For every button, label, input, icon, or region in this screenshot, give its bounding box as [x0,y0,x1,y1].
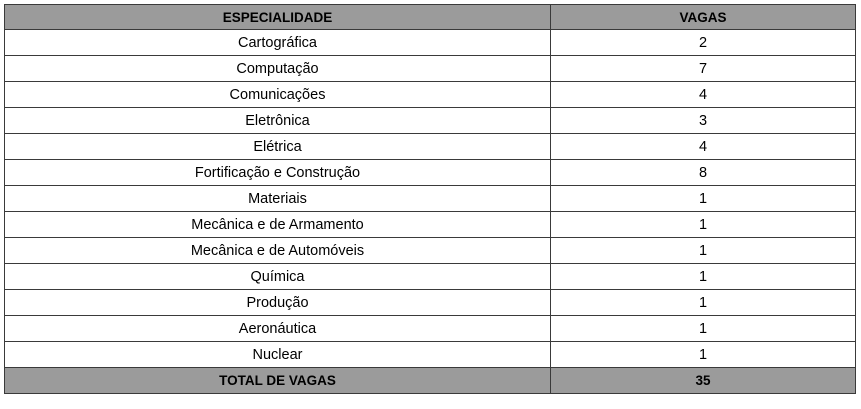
table-row [5,316,856,342]
table-row [5,108,856,134]
cell-especialidade: Cartográfica [5,30,551,56]
cell-especialidade: Eletrônica [5,108,551,134]
vagas-table-container [4,4,855,394]
header-especialidade: ESPECIALIDADE [5,5,551,30]
cell-especialidade: Fortificação e Construção [5,160,551,186]
header-row [5,5,856,30]
cell-vagas: 1 [551,212,856,238]
cell-vagas: 2 [551,30,856,56]
table-row [5,30,856,56]
cell-vagas: 3 [551,108,856,134]
cell-vagas: 4 [551,134,856,160]
table-row [5,160,856,186]
table-row [5,238,856,264]
total-label: TOTAL DE VAGAS [5,368,551,394]
cell-especialidade: Materiais [5,186,551,212]
table-row [5,264,856,290]
cell-vagas: 1 [551,264,856,290]
table-row [5,212,856,238]
cell-especialidade: Nuclear [5,342,551,368]
table-footer [5,368,856,394]
cell-especialidade: Elétrica [5,134,551,160]
total-value: 35 [551,368,856,394]
header-vagas: VAGAS [551,5,856,30]
cell-especialidade: Mecânica e de Armamento [5,212,551,238]
cell-vagas: 1 [551,342,856,368]
table-row [5,134,856,160]
cell-vagas: 7 [551,56,856,82]
cell-vagas: 1 [551,186,856,212]
cell-especialidade: Produção [5,290,551,316]
vagas-table [4,4,856,394]
cell-especialidade: Química [5,264,551,290]
total-row [5,368,856,394]
cell-vagas: 1 [551,238,856,264]
cell-especialidade: Mecânica e de Automóveis [5,238,551,264]
table-header [5,5,856,30]
cell-vagas: 1 [551,316,856,342]
cell-vagas: 1 [551,290,856,316]
cell-vagas: 8 [551,160,856,186]
table-row [5,186,856,212]
cell-especialidade: Computação [5,56,551,82]
table-body [5,30,856,368]
table-row [5,290,856,316]
cell-vagas: 4 [551,82,856,108]
cell-especialidade: Aeronáutica [5,316,551,342]
cell-especialidade: Comunicações [5,82,551,108]
table-row [5,82,856,108]
table-row [5,56,856,82]
table-row [5,342,856,368]
